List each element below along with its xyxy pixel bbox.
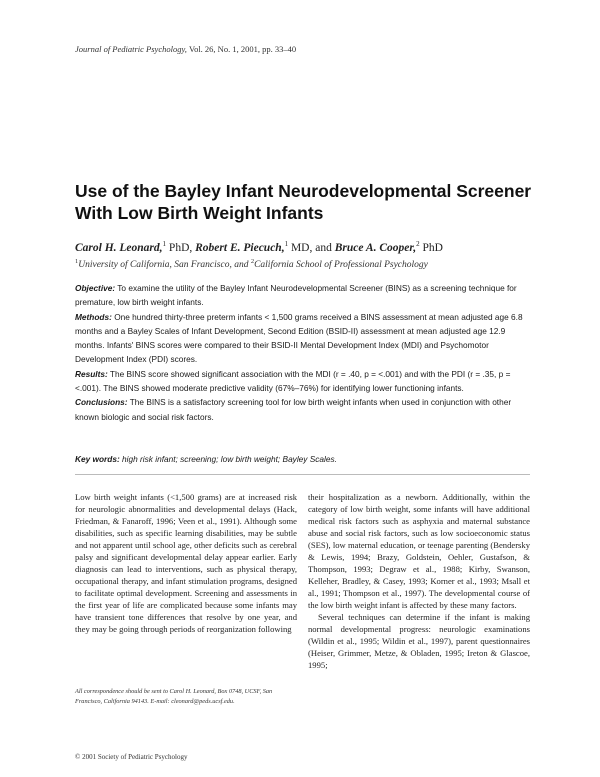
- article-title: Use of the Bayley Infant Neurodevelopmental Screener With Low Birth Weight Infants: [75, 181, 532, 223]
- results-label: Results:: [75, 368, 108, 379]
- conclusions-text: The BINS is a satisfactory screening tool for low birth weight infants when used in conjunction with other known biologic and social risk factors.: [75, 397, 512, 422]
- section-divider: [75, 474, 530, 475]
- journal-volume-pages: Vol. 26, No. 1, 2001, pp. 33–40: [189, 44, 297, 54]
- abstract-objective: [75, 281, 530, 310]
- abstract-methods: [75, 310, 530, 367]
- abstract-conclusions: [75, 395, 530, 424]
- key-words: [75, 454, 530, 464]
- affiliation-1: University of California, San Francisco, and: [78, 260, 251, 271]
- objective-label: Objective:: [75, 283, 116, 293]
- conclusions-label: Conclusions:: [75, 397, 128, 408]
- key-words-text: high risk infant; screening; low birth weight; Bayley Scales.: [122, 454, 337, 464]
- author-affiliation-mark: 1: [284, 240, 289, 248]
- author-degree: PhD: [419, 241, 443, 254]
- author-degree: MD, and: [288, 241, 335, 254]
- affiliation-mark: 1: [75, 258, 79, 265]
- body-paragraph: Several techniques can determine if the infant is making normal developmental progress: neurologic examinations (Wildin et al., 1995; Wildin et al., 1997), parent questionnaires (Heiser, Grimmer, Metze, & Obladen, 1995; Ireton & Glascoe, 1995;: [308, 612, 530, 670]
- correspondence-footnote: All correspondence should be sent to Carol H. Leonard, Box 0748, UCSF, San Francisco, California 94143. E-mail: cleonard@peds.ucsf.edu.: [75, 688, 273, 705]
- author-name: Bruce A. Cooper,: [334, 241, 417, 254]
- key-words-label: Key words:: [75, 454, 120, 464]
- results-text: The BINS score showed significant association with the MDI (r = .40, p = <.001) and with the PDI (r = .35, p = <.001). The BINS showed moderate predictive validity (67%–76%) for identifying lower functioning infants.: [75, 368, 511, 394]
- author-affiliation-mark: 2: [416, 240, 420, 248]
- affiliations: [75, 258, 535, 270]
- author-name: Carol H. Leonard,: [75, 241, 163, 254]
- author-list: [75, 240, 535, 254]
- affiliation-2: California School of Professional Psychology: [254, 260, 428, 271]
- abstract: [75, 281, 530, 424]
- journal-name: Journal of Pediatric Psychology,: [75, 44, 187, 54]
- methods-text: One hundred thirty-three preterm infants < 1,500 grams received a BINS assessment at mean adjusted age 6.8 months and a Bayley Scales of Infant Development, Second Edition (BSID-II) assessment at mean adjusted age 12.9 months. Infants' BINS scores were compared to their BSID-II Mental Development Index (MDI) and Psychomotor Development Index (PDI) scores.: [75, 311, 523, 365]
- journal-citation: [75, 44, 296, 54]
- methods-label: Methods:: [75, 311, 112, 322]
- author-name: Robert E. Piecuch,: [195, 241, 285, 254]
- body-column-right: [308, 491, 530, 671]
- copyright-notice: © 2001 Society of Pediatric Psychology: [75, 753, 188, 761]
- body-paragraph: their hospitalization as a newborn. Additionally, within the category of low birth weight, some infants will have additional medical risk factors such as asphyxia and maternal substance abuse and social risk factors, such as low socioeconomic status (SES), low maternal education, or teenage parenting (Bendersky & Lewis, 1994; Brazy, Goldstein, Oehler, Gustafson, & Thompson, 1993; Degraw et al., 1988; Kirby, Swanson, Kelleher, Bradley, & Casey, 1993; Korner et al., 1993; Msall et al., 1991; Thompson et al., 1997). The developmental course of the low birth weight infant is affected by these many factors.: [308, 492, 530, 610]
- author-degree: PhD,: [166, 241, 196, 254]
- objective-text: To examine the utility of the Bayley Infant Neurodevelopmental Screener (BINS) as a screening technique for premature, low birth weight infants.: [75, 283, 517, 308]
- body-column-left: [75, 491, 297, 635]
- body-paragraph: Low birth weight infants (<1,500 grams) are at increased risk for neurologic abnormalities and developmental delays (Hack, Friedman, & Fanaroff, 1996; Veen et al., 1991). Although some disabilities, such as specific learning disabilities, may be subtle and not apparent until school age, other deficits such as cerebral palsy and significant developmental delay appear earlier. Early diagnosis can lead to interventions, such as physical therapy, occupational therapy, and infant stimulation programs, designed to facilitate optimal development. Screening and assessments in the first year of life are complicated because some infants may have transient tone differences that resolve by one year, and they may be going through periods of reorganization following: [75, 492, 297, 634]
- affiliation-mark: 2: [250, 258, 255, 265]
- abstract-results: [75, 367, 530, 396]
- author-affiliation-mark: 1: [162, 240, 167, 248]
